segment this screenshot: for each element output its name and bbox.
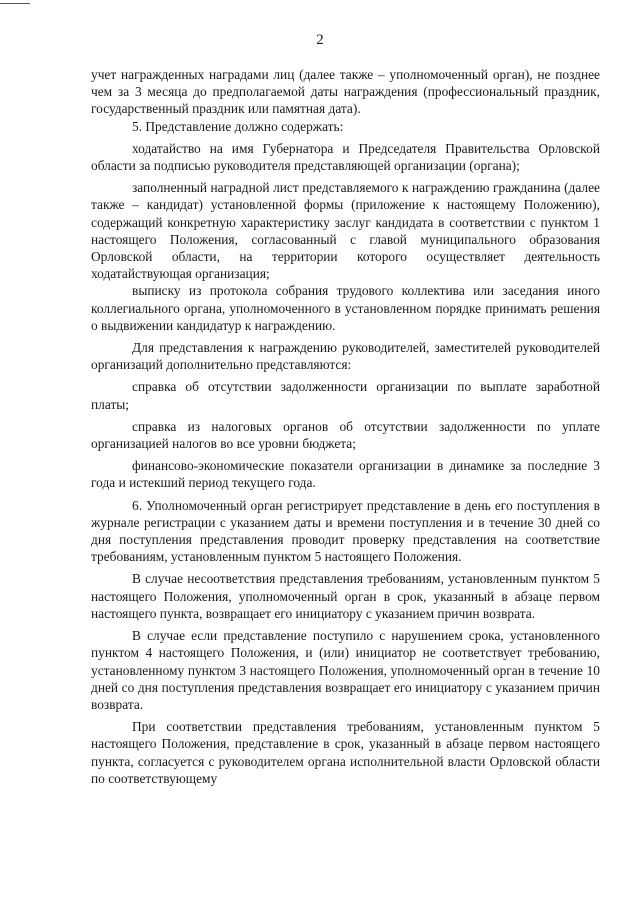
paragraph-salary-certificate: справка об отсутствии задолженности организации по выплате заработной платы; [91, 379, 600, 412]
paragraph-managers: Для представления к награждению руководителей, заместителей руководителей организаций дополнительно представляются: [91, 340, 600, 373]
paragraph-petition: ходатайство на имя Губернатора и Председателя Правительства Орловской области за подписью руководителя представляющей организации (органа); [91, 140, 600, 174]
paragraph-item-5: 5. Представление должно содержать: [132, 118, 344, 134]
paragraph-continuation: учет награжденных наградами лиц (далее также – уполномоченный орган), не позднее чем за 3 месяца до предполагаемой даты награждения (профессиональный праздник, государственный праздник или памятная дата). [91, 67, 600, 117]
paragraph-conformity: При соответствии представления требованиям, установленным пунктом 5 настоящего Положения, представление в срок, указанный в абзаце первом настоящего пункта, согласуется с руководителем органа исполнительной власти Орловской области по соответствующему [91, 719, 600, 786]
paragraph-tax-certificate: справка из налоговых органов об отсутствии задолженности по уплате организацией налогов во все уровни бюджета; [91, 418, 600, 452]
page-number: 2 [316, 32, 324, 48]
paragraph-item-6: 6. Уполномоченный орган регистрирует представление в день его поступления в журнале регистрации с указанием даты и времени поступления и в течение 30 дней со дня поступления представления проводит проверку представления на соответствие требованиям, установленным пунктом 5 настоящего Положения. [91, 497, 600, 565]
paragraph-nonconformity: В случае несоответствия представления требованиям, установленным пунктом 5 настоящего Положения, уполномоченный орган в срок, указанный в абзаце первом настоящего пункта, возвращает его инициатору с указанием причин возврата. [91, 571, 600, 621]
document-body [91, 66, 600, 787]
paragraph-award-sheet: заполненный наградной лист представляемого к награждению гражданина (далее также – кандидат) установленной формы (приложение к настоящему Положению), содержащий конкретную характеристику заслуг кандидата в соответствии с пунктом 1 настоящего Положения, согласованный с главой муниципального образования Орловской области, на территории которого осуществляет деятельность ходатайствующая организация; [91, 180, 600, 282]
paragraph-protocol-extract: выписку из протокола собрания трудового коллектива или заседания иного коллегиального органа, уполномоченного в установленном порядке принимать решения о выдвижении кандидатур к награждению. [91, 283, 600, 333]
scan-edge-mark [0, 3, 30, 4]
paragraph-financial-indicators: финансово-экономические показатели организации в динамике за последние 3 года и истекший период текущего года. [91, 458, 600, 491]
paragraph-deadline-violation: В случае если представление поступило с нарушением срока, установленного пунктом 4 настоящего Положения, и (или) инициатор не соответствует требованию, установленному пунктом 3 настоящего Положения, уполномоченный орган в течение 10 дней со дня поступления представления возвращает его инициатору с указанием причин возврата. [91, 628, 600, 712]
